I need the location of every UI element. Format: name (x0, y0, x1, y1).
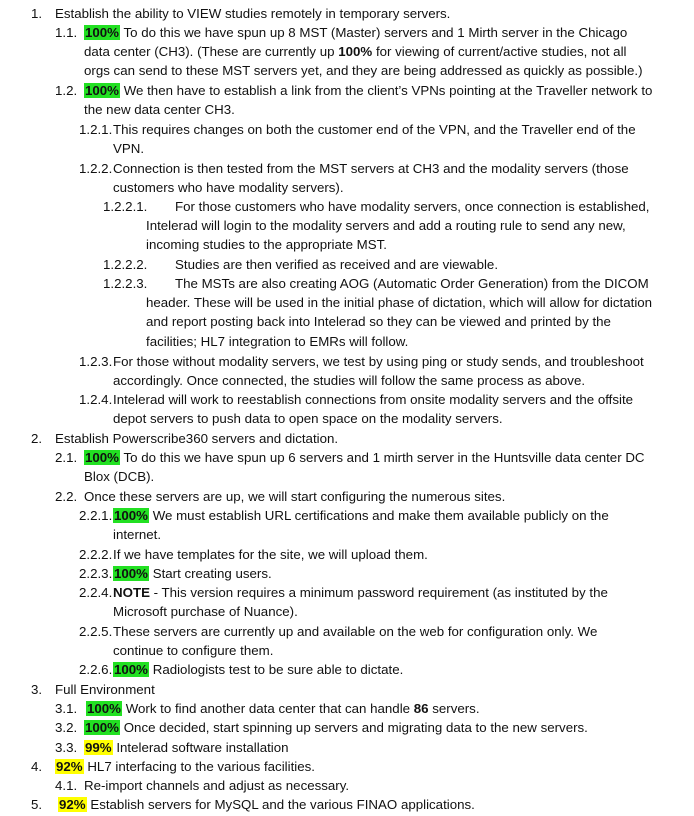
list-item-2-2-6 (79, 660, 651, 679)
list-text: Once these servers are up, we will start configuring the numerous sites. (84, 489, 506, 504)
list-text-cont: servers. (428, 701, 480, 716)
list-item-1-2-4 (79, 390, 651, 428)
progress-badge: 100% (85, 83, 120, 98)
list-text: Start creating users. (149, 566, 272, 581)
list-number: 2.2.6. (79, 662, 113, 677)
list-number: 2.2.1. (79, 508, 113, 523)
list-item-3-2 (55, 718, 665, 737)
bold-text: NOTE (113, 585, 150, 600)
progress-badge: 99% (85, 740, 112, 755)
list-item-1 (31, 4, 681, 23)
list-number: 1.2.3. (79, 354, 113, 369)
list-number: 1.2.2.3. (103, 276, 148, 291)
list-item-1-2-2-3 (103, 274, 655, 351)
list-number: 2.2.4. (79, 585, 113, 600)
list-number: 2. (31, 431, 43, 446)
progress-badge: 100% (85, 720, 120, 735)
list-item-2-2 (55, 487, 655, 506)
list-text: For those customers who have modality servers, once connection is established, Intelerad will login to the modality servers and add a routing rule to send any new, incoming studies to the appropriate MST. (146, 199, 650, 253)
list-number: 4. (31, 759, 43, 774)
list-text: Re-import channels and adjust as necessary. (84, 778, 350, 793)
progress-badge: 100% (85, 25, 120, 40)
list-item-1-1 (55, 23, 653, 81)
list-number: 5. (31, 797, 43, 812)
list-number: 3.2. (55, 720, 78, 735)
list-text: We then have to establish a link from the client’s VPNs pointing at the Traveller network to the new data center CH3. (84, 83, 653, 118)
list-number: 3.3. (55, 740, 78, 755)
list-number: 4.1. (55, 778, 78, 793)
list-text: Work to find another data center that can handle (122, 701, 414, 716)
list-item-2 (31, 429, 681, 448)
list-text: Connection is then tested from the MST servers at CH3 and the modality servers (those customers who have modality servers). (113, 161, 629, 196)
list-text: These servers are currently up and available on the web for configuration only. We continue to configure them. (113, 624, 598, 659)
list-text: To do this we have spun up 8 MST (Master) servers and 1 Mirth server in the Chicago data center (CH3). (These are currently up (84, 25, 628, 60)
bold-text: 86 (413, 701, 429, 716)
list-text: Once decided, start spinning up servers and migrating data to the new servers. (120, 720, 588, 735)
list-item-2-2-2 (79, 545, 651, 564)
list-text: To do this we have spun up 6 servers and 1 mirth server in the Huntsville data center DC Blox (DCB). (84, 450, 645, 485)
list-item-2-1 (55, 448, 655, 486)
list-number: 1.1. (55, 25, 78, 40)
list-number: 2.2.2. (79, 547, 113, 562)
list-text: We must establish URL certifications and make them available publicly on the internet. (113, 508, 609, 543)
list-item-1-2-2 (79, 159, 651, 197)
list-item-1-2 (55, 81, 653, 119)
list-text: For those without modality servers, we test by using ping or study sends, and troubleshoot accordingly. Once connected, the studies will follow the same process as above. (113, 354, 644, 389)
list-text: Full Environment (55, 682, 155, 697)
list-text: Radiologists test to be sure able to dictate. (149, 662, 404, 677)
list-item-2-2-1 (79, 506, 624, 544)
list-item-1-2-1 (79, 120, 651, 158)
list-text: - This version requires a minimum password requirement (as instituted by the Microsoft purchase of Nuance). (113, 585, 608, 620)
progress-badge: 100% (114, 566, 149, 581)
list-number: 1. (31, 6, 43, 21)
list-text: If we have templates for the site, we will upload them. (113, 547, 428, 562)
list-number: 2.2. (55, 489, 78, 504)
progress-badge: 100% (85, 450, 120, 465)
list-number: 1.2.2.2. (103, 257, 148, 272)
list-text: Establish the ability to VIEW studies remotely in temporary servers. (55, 6, 451, 21)
list-text: Intelerad software installation (112, 740, 289, 755)
list-item-2-2-4 (79, 583, 624, 621)
list-number: 2.2.5. (79, 624, 113, 639)
list-number: 3. (31, 682, 43, 697)
list-text: Establish Powerscribe360 servers and dictation. (55, 431, 339, 446)
progress-badge: 100% (87, 701, 122, 716)
list-number: 1.2.1. (79, 122, 113, 137)
list-number: 1.2. (55, 83, 78, 98)
list-number: 2.1. (55, 450, 78, 465)
list-text: Studies are then verified as received and are viewable. (175, 257, 499, 272)
list-text: Establish servers for MySQL and the various FINAO applications. (86, 797, 475, 812)
list-item-2-2-5 (79, 622, 614, 660)
list-number: 1.2.2. (79, 161, 113, 176)
progress-badge: 92% (56, 759, 83, 774)
bold-text: 100% (338, 44, 373, 60)
list-item-1-2-3 (79, 352, 655, 390)
list-item-1-2-2-1 (103, 197, 655, 255)
list-text: Intelerad will work to reestablish connections from onsite modality servers and the offsite depot servers to push data to open space on the modality servers. (113, 392, 634, 427)
list-item-4-1 (55, 776, 665, 795)
progress-badge: 100% (114, 508, 149, 523)
list-item-3-1 (55, 699, 665, 718)
progress-badge: 92% (59, 797, 86, 812)
list-item-3 (31, 680, 681, 699)
progress-badge: 100% (114, 662, 149, 677)
list-number: 1.2.2.1. (103, 199, 148, 214)
list-number: 1.2.4. (79, 392, 113, 407)
list-text: HL7 interfacing to the various facilities. (83, 759, 315, 774)
list-item-2-2-3 (79, 564, 651, 583)
list-item-4 (31, 757, 681, 776)
list-number: 2.2.3. (79, 566, 113, 581)
list-item-3-3 (55, 738, 665, 757)
list-text: The MSTs are also creating AOG (Automatic Order Generation) from the DICOM header. These will be used in the initial phase of dictation, which will allow for dictation and report posting back into Intelerad so they can be viewed and printed by the facilities; HL7 integration to EMRs will follow. (146, 276, 653, 349)
list-item-5 (31, 795, 681, 814)
list-text-cont: for viewing of current/active studies, not all orgs can send to these MST servers yet, and they are being addressed as quickly as possible.) (84, 44, 643, 79)
list-number: 3.1. (55, 701, 78, 716)
list-item-1-2-2-2 (103, 255, 655, 274)
list-text: This requires changes on both the customer end of the VPN, and the Traveller end of the VPN. (113, 122, 636, 157)
